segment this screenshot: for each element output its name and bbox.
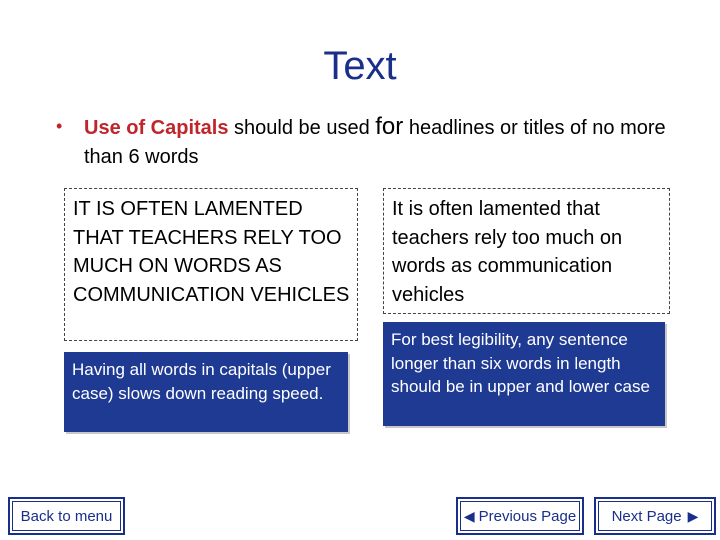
triangle-right-icon: ▶ [687, 507, 699, 524]
previous-page-label: Previous Page [478, 507, 577, 525]
bullet-part-1: should be used [228, 117, 376, 139]
capitals-note-box: Having all words in capitals (upper case) slows down reading speed. [64, 352, 348, 432]
triangle-left-icon: ◀ [463, 507, 475, 524]
legibility-note-box: For best legibility, any sentence longer than six words in length should be in upper and lower case [383, 322, 665, 426]
upper-case-example-box: IT IS OFTEN LAMENTED THAT TEACHERS RELY TOO MUCH ON WORDS AS COMMUNICATION VEHICLES [64, 188, 358, 341]
bullet-emphasis: Use of Capitals [84, 117, 229, 139]
back-to-menu-label: Back to menu [20, 507, 113, 525]
page-title: Text [323, 44, 397, 88]
next-page-button[interactable] [594, 497, 716, 535]
bullet-marker: • [56, 116, 63, 136]
bullet-part-3: headlines or titles of no more than 6 words [84, 117, 666, 168]
next-page-label: Next Page [611, 507, 682, 525]
back-to-menu-button[interactable] [8, 497, 125, 535]
bullet-point [56, 112, 706, 172]
mixed-case-example-box: It is often lamented that teachers rely too much on words as communication vehicles [383, 188, 670, 314]
bullet-part-2: for [375, 113, 404, 140]
bullet-text [84, 112, 706, 172]
previous-page-button[interactable] [456, 497, 584, 535]
